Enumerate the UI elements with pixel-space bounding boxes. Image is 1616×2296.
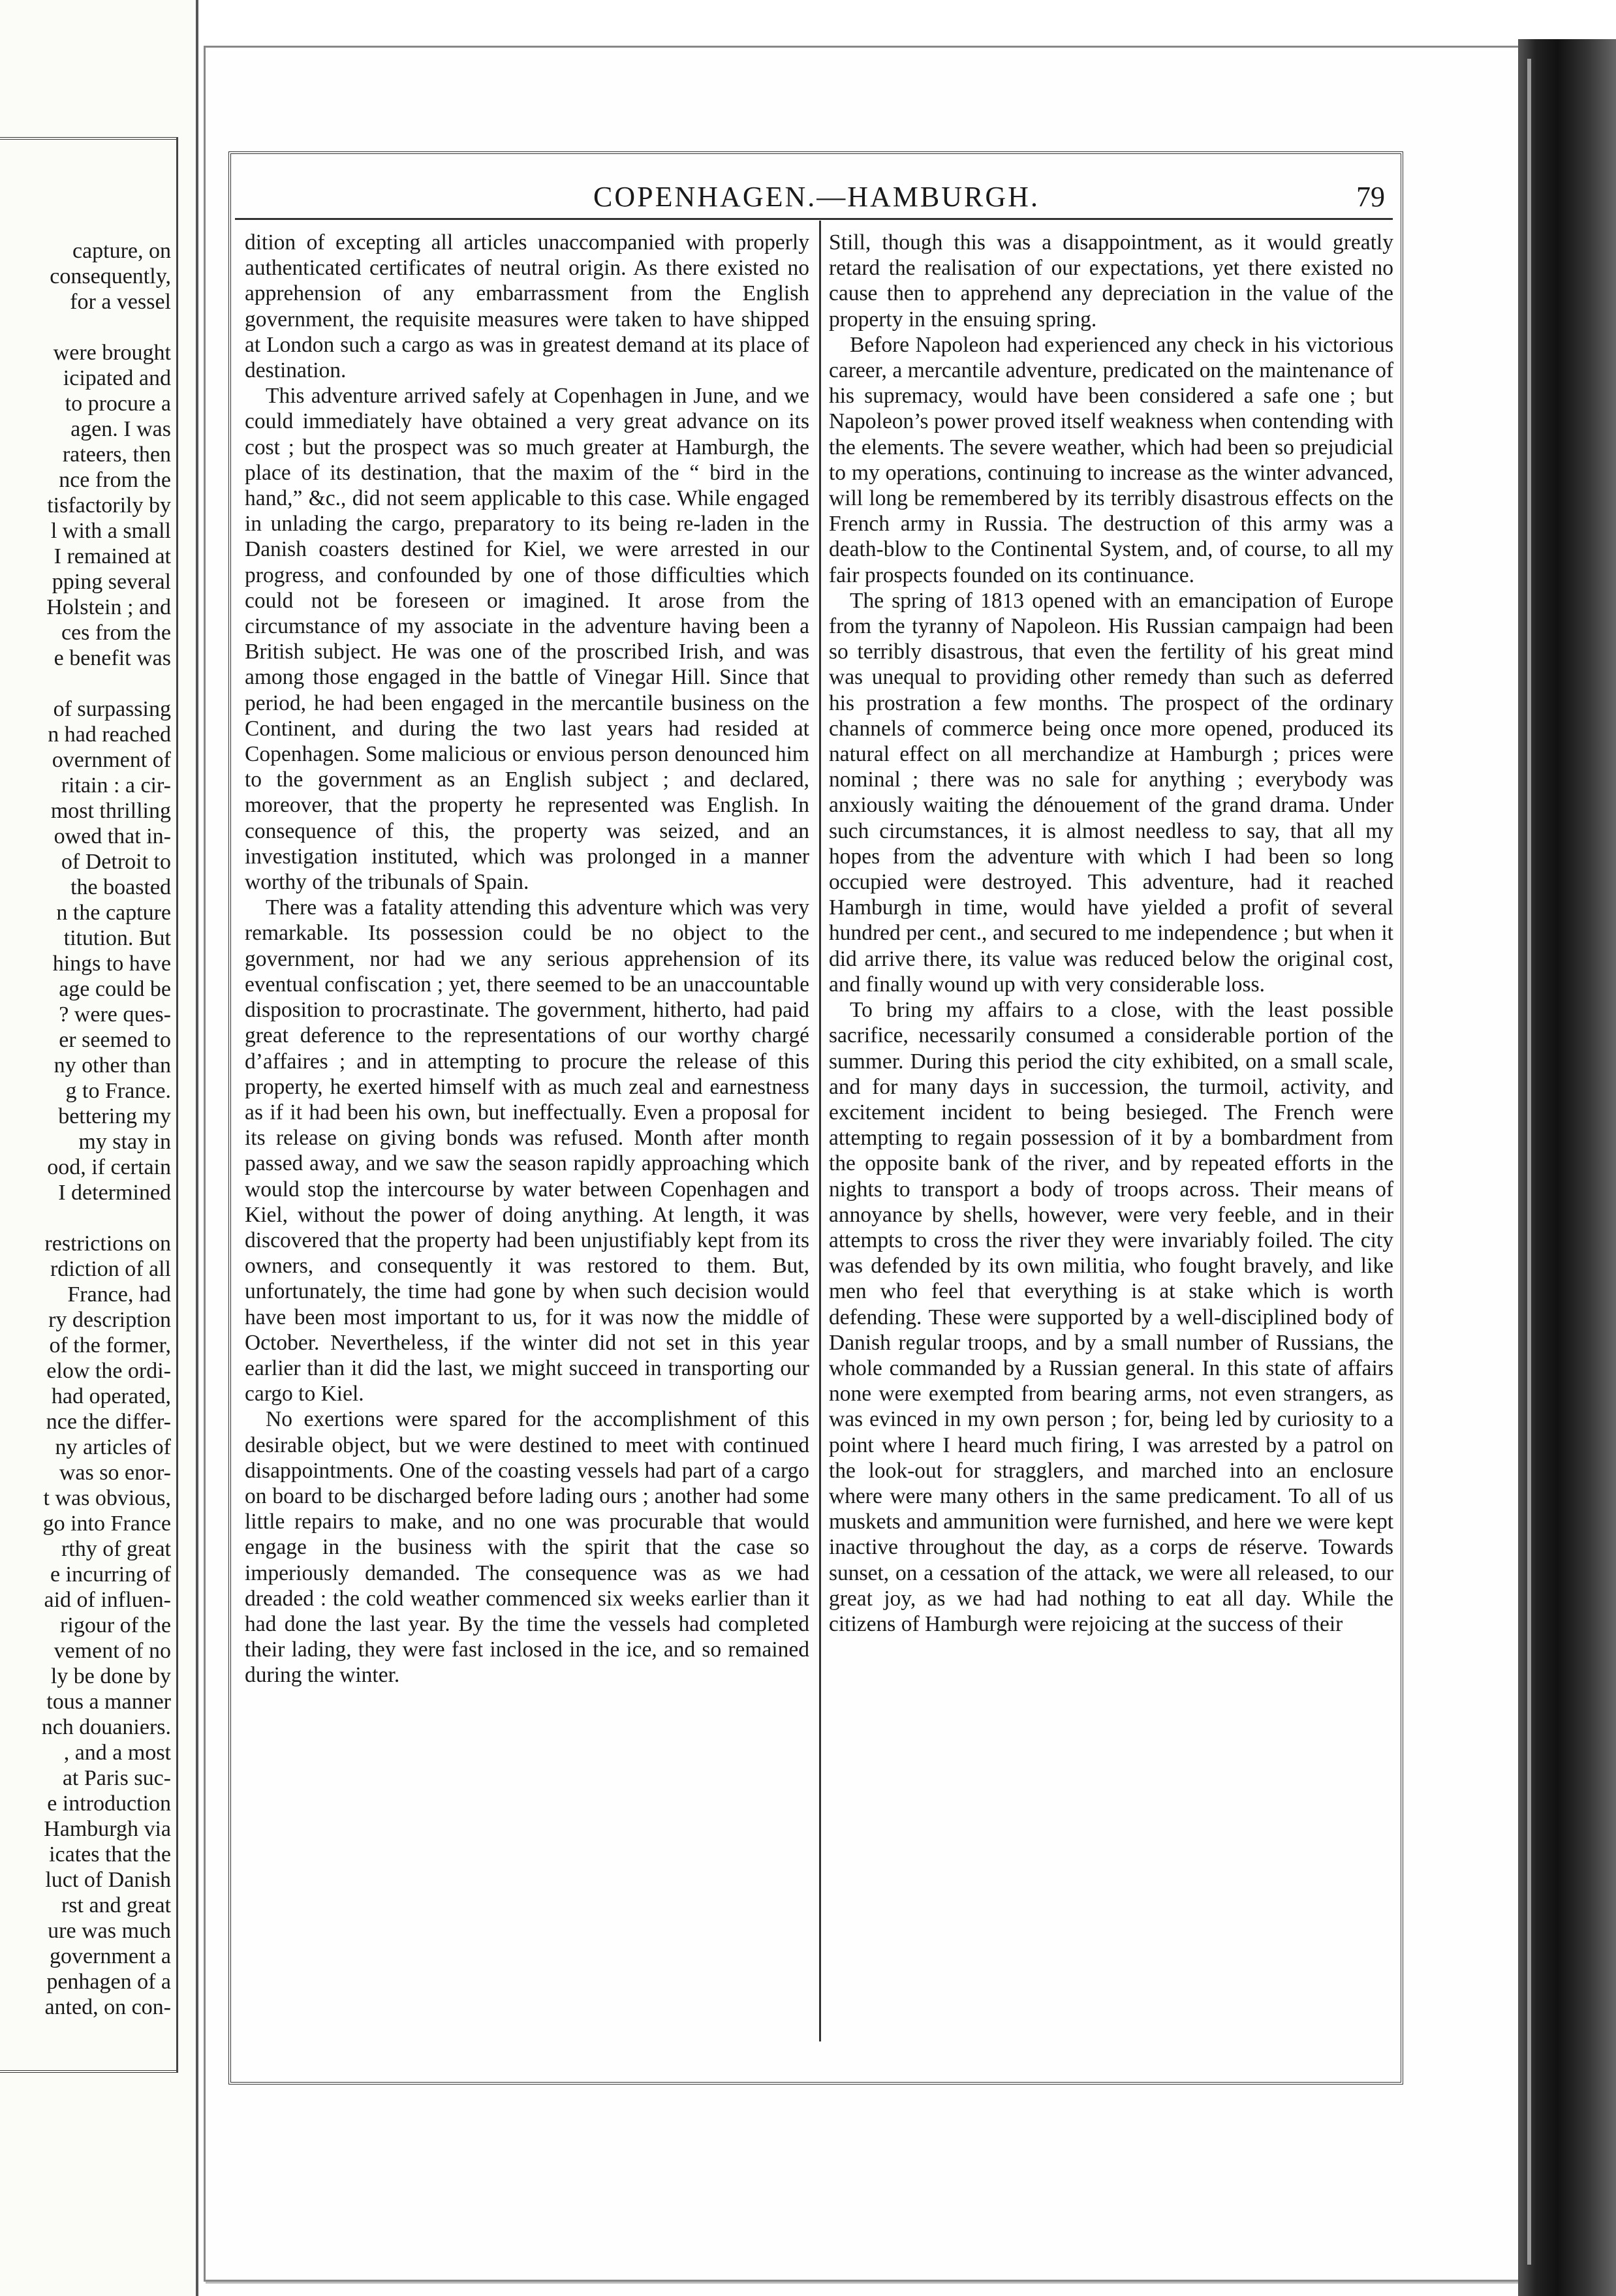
previous-page-line: ces from the — [61, 621, 171, 645]
previous-page-line: to procure a — [65, 392, 171, 416]
running-title: COPENHAGEN.—HAMBURGH. — [593, 181, 1040, 213]
previous-page-line: rdiction of all — [50, 1257, 171, 1281]
previous-page-line: rigour of the — [60, 1613, 171, 1637]
previous-page-line: nce the differ- — [46, 1410, 171, 1434]
header-rule — [235, 218, 1393, 220]
previous-page-line — [0, 315, 171, 340]
book-spine-shadow — [1518, 39, 1616, 2296]
previous-page-line: t was obvious, — [43, 1486, 171, 1510]
paragraph: To bring my affairs to a close, with the least possible sacrifice, necessarily consumed a considerable portion of the summer. During this period the city exhibited, on a small scale, and for many days in succession, the turmoil, activity, and excitement incident to being besieged. The French were attempting to regain possession of it by a bombardment from the opposite bank of the river, and by repeated efforts in the nights to transport a body of troops across. Their means of annoyance by shells, however, were very feeble, and in their attempts to cross the river they were invariably foiled. The city was defended by its own militia, who fought bravely, and like men who feel that everything is at stake which is worth defending. These were supported by a well-disciplined body of Danish regular troops, and by a small number of Russians, the whole commanded by a Russian general. In this state of affairs none were exempted from bearing arms, not even strangers, as was evinced in my own person ; for, being led by curiosity to a point where I heard much firing, I was arrested by a patrol on the look-out for stragglers, and marched into an enclosure where were many others in the same predicament. To all of us muskets and ammunition were furnished, and here we were kept inactive throughout the day, as a corps de réserve. Towards sunset, on a cessation of the attack, we were all released, to our great joy, as we had had nothing to eat all day. While the citizens of Hamburgh were rejoicing at the success of their — [829, 998, 1393, 1636]
previous-page-line: ood, if certain — [47, 1155, 171, 1179]
previous-page-line: er seemed to — [59, 1028, 171, 1052]
previous-page-line: France, had — [67, 1282, 171, 1307]
previous-page-line: owed that in- — [54, 824, 171, 848]
previous-page-line: of Detroit to — [61, 850, 171, 874]
previous-page-line: my stay in — [78, 1130, 171, 1154]
previous-page-line: titution. But — [63, 926, 171, 950]
previous-page-line: was so enor- — [59, 1461, 171, 1485]
previous-page-line: rst and great — [61, 1893, 171, 1917]
previous-page-line: vement of no — [54, 1639, 171, 1663]
previous-page — [0, 0, 198, 2296]
previous-page-line: age could be — [59, 977, 171, 1001]
previous-page-line: nch douaniers. — [41, 1715, 171, 1739]
previous-page-line: bettering my — [58, 1104, 171, 1128]
previous-page-line: go into France — [42, 1512, 171, 1536]
previous-page-line: for a vessel — [70, 290, 171, 314]
previous-page-line: were brought — [53, 341, 171, 365]
previous-page-line: I remained at — [54, 544, 171, 568]
previous-page-line: nce from the — [59, 468, 171, 492]
previous-page-line: ny articles of — [55, 1435, 171, 1459]
paragraph: The spring of 1813 opened with an emancipation of Europe from the tyranny of Napoleon. His Russian campaign had been so terribly disastrous, that even the fertility of his great mind was unequal to providing other remedy than such as deferred his prostration a few months. The prospect of the ordinary channels of commerce being once more opened, produced its natural effect on all merchandize at Hamburgh ; prices were nominal ; there was no sale for anything ; everybody was anxiously waiting the dénouement of the grand drama. Under such circumstances, it is almost needless to say, that all my hopes from the adventure with which I had been so long occupied were destroyed. This adventure, had it reached Hamburgh in time, would have yielded a profit of several hundred per cent., and secured to me independence ; but when it did arrive there, its value was reduced below the original cost, and finally wound up with very considerable loss. — [829, 588, 1393, 997]
paragraph: dition of excepting all articles unaccompanied with properly authenticated certificates of neutral origin. As there existed no apprehension of any embarrassment from the English government, the requisite measures were taken to have shipped at London such a cargo as was in greatest demand at its place of destination. — [245, 230, 809, 383]
previous-page-text — [0, 238, 171, 2020]
previous-page-line: had operated, — [51, 1384, 171, 1408]
previous-page-line: ? were ques- — [59, 1002, 171, 1027]
previous-page-top-rule — [0, 137, 176, 140]
column-divider — [819, 221, 821, 2041]
previous-page-line: rthy of great — [61, 1537, 171, 1561]
previous-page-line: ritain : a cir- — [61, 773, 171, 798]
previous-page-line: Hamburgh via — [44, 1817, 171, 1841]
paragraph: No exertions were spared for the accomplishment of this desirable object, but we were destined to meet with continued disappointments. One of the coasting vessels had part of a cargo on board to be discharged before lading ours ; another had some little repairs to make, and no one was procurable that would engage in the business with the spirit that the case so imperiously demanded. The consequence was as we had dreaded : the cold weather commenced six weeks earlier than it had done the last year. By the time the vessels had completed their lading, they were fast inclosed in the ice, and so remained during the winter. — [245, 1407, 809, 1688]
previous-page-line: restrictions on — [44, 1232, 171, 1256]
previous-page-line: government a — [50, 1944, 171, 1968]
previous-page-line — [0, 1205, 171, 1231]
previous-page-line: rateers, then — [62, 442, 171, 467]
previous-page-line: of the former, — [49, 1333, 171, 1357]
previous-page-line: at Paris suc- — [62, 1766, 171, 1790]
previous-page-line: aid of influen- — [44, 1588, 171, 1612]
previous-page-bottom-rule — [0, 2070, 176, 2073]
previous-page-line: capture, on — [72, 239, 171, 263]
previous-page-line: tous a manner — [46, 1690, 171, 1714]
previous-page-line: agen. I was — [70, 417, 171, 441]
previous-page-line — [0, 671, 171, 696]
right-column — [829, 230, 1393, 1637]
previous-page-line: tisfactorily by — [47, 493, 171, 518]
previous-page-line: anted, on con- — [44, 1995, 171, 2019]
previous-page-line: n had reached — [48, 722, 171, 747]
previous-page-line: n the capture — [56, 901, 171, 925]
previous-page-line: , and a most — [63, 1741, 171, 1765]
page-number: 79 — [1356, 181, 1385, 213]
paragraph: There was a fatality attending this adventure which was very remarkable. Its possession could be no object to the government, nor had we any serious apprehension of its eventual confiscation ; yet, there seemed to be an unaccountable disposition to procrastinate. The government, hitherto, had paid great deference to the representations of our worthy chargé d’affaires ; and in attempting to procure the release of this property, he exerted himself with as much zeal and earnestness as if it had been his own, but ineffectually. Even a proposal for its release on giving bonds was refused. Month after month passed away, and we saw the season rapidly approaching which would stop the intercourse by water between Copenhagen and Kiel, without the power of doing anything. At length, it was discovered that the property had been unjustifiably kept from its owners, and consequently it was restored to them. But, unfortunately, the time had gone by when such decision would have been most important to us, for it was now the middle of October. Nevertheless, if the winter did not set in this year earlier than it did the last, we might succeed in transporting our cargo to Kiel. — [245, 895, 809, 1406]
previous-page-line: elow the ordi- — [46, 1359, 171, 1383]
previous-page-line: Holstein ; and — [46, 595, 171, 619]
previous-page-line: the boasted — [70, 875, 171, 899]
previous-page-line: e introduction — [47, 1792, 171, 1816]
previous-page-line: of surpassing — [53, 697, 171, 721]
previous-page-line: g to France. — [65, 1079, 171, 1103]
previous-page-line: icates that the — [49, 1842, 171, 1867]
previous-page-line: I determined — [58, 1181, 171, 1205]
previous-page-line: icipated and — [63, 366, 171, 390]
previous-page-line: consequently, — [50, 264, 171, 288]
paragraph: Still, though this was a disappointment, as it would greatly retard the realisation of our expectations, yet there existed no cause then to apprehend any depreciation in the value of the property in the ensuing spring. — [829, 230, 1393, 332]
previous-page-line: ry description — [48, 1308, 171, 1332]
previous-page-column-rule — [176, 137, 178, 2073]
paragraph: This adventure arrived safely at Copenhagen in June, and we could immediately have obtained a very great advance on its cost ; but the prospect was so much greater at Hamburgh, the place of its destination, that the maxim of the “ bird in the hand,” &c., did not seem applicable to this case. While engaged in unlading the cargo, preparatory to its being re-laden in the Danish coasters destined for Kiel, we were arrested in our progress, and confounded by one of those difficulties which could not be foreseen or imagined. It arose from the circumstance of my associate in the adventure having been a British subject. He was one of the proscribed Irish, and was among those engaged in the battle of Vinegar Hill. Since that period, he had been engaged in the mercantile business on the Continent, and during the two last years had resided at Copenhagen. Some malicious or envious person denounced him to the government as an English subject ; and declared, moreover, that the property he represented was English. In consequence of this, the property was seized, and an investigation instituted, which was prolonged in a manner worthy of the tribunals of Spain. — [245, 384, 809, 895]
paragraph: Before Napoleon had experienced any check in his victorious career, a mercantile adventure, predicated on the maintenance of his supremacy, would have been considered a safe one ; but Napoleon’s power proved itself weakness when contending with the elements. The severe weather, which had been so prejudicial to my operations, continuing to increase as the winter advanced, will long be remembered by its terribly disastrous effects on the French army in Russia. The destruction of this army was a death-blow to the Continental System, and, of course, to all my fair prospects founded on its continuance. — [829, 332, 1393, 587]
left-column — [245, 230, 809, 1688]
previous-page-line: ure was much — [48, 1919, 171, 1943]
previous-page-line: penhagen of a — [46, 1970, 171, 1994]
page-edge — [1527, 59, 1531, 2265]
previous-page-line: hings to have — [52, 952, 171, 976]
previous-page-line: e incurring of — [50, 1562, 171, 1587]
previous-page-line: ly be done by — [50, 1664, 171, 1688]
previous-page-line: most thrilling — [50, 799, 171, 823]
running-header — [241, 180, 1391, 219]
previous-page-line: pping several — [52, 570, 171, 594]
previous-page-line: ny other than — [54, 1053, 171, 1078]
previous-page-line: overnment of — [52, 748, 171, 772]
previous-page-line: e benefit was — [54, 646, 171, 670]
previous-page-line: luct of Danish — [45, 1868, 171, 1892]
previous-page-line: l with a small — [50, 519, 171, 543]
